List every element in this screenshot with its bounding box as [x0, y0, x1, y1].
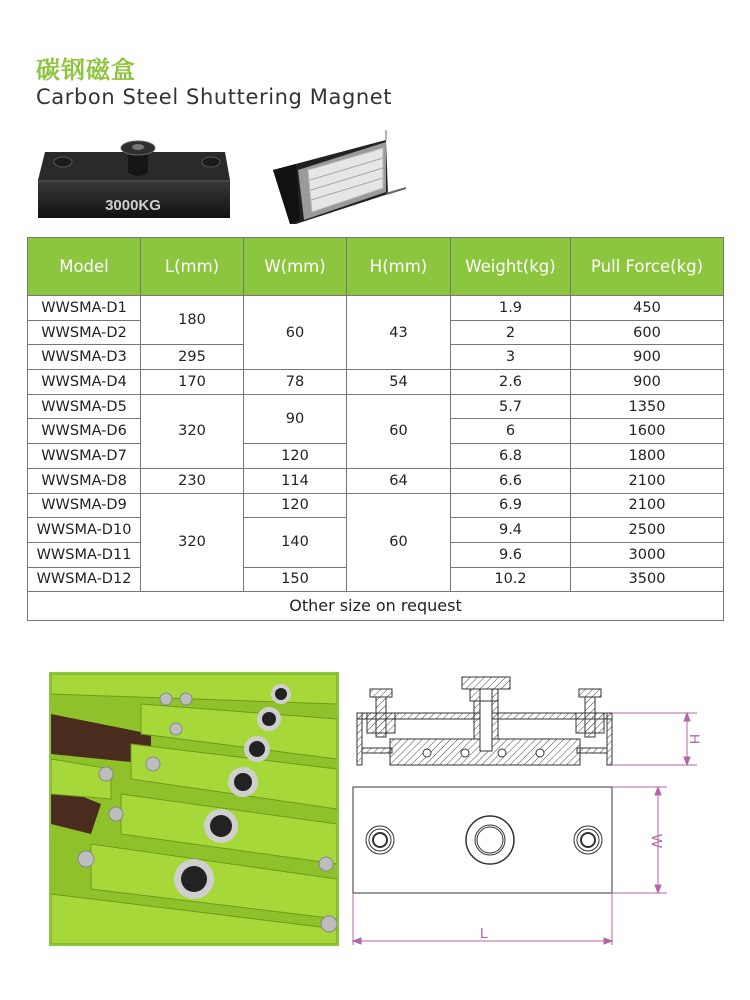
cell-height: 60	[347, 493, 451, 592]
cell-model: WWSMA-D2	[28, 320, 141, 345]
cell-width: 150	[244, 567, 347, 592]
cell-weight: 3	[451, 345, 571, 370]
cell-pull-force: 1800	[571, 444, 724, 469]
cell-weight: 9.4	[451, 518, 571, 543]
cell-width: 120	[244, 444, 347, 469]
table-header-row	[28, 238, 724, 296]
table-row	[28, 493, 724, 518]
cell-weight: 6.9	[451, 493, 571, 518]
cell-model: WWSMA-D8	[28, 468, 141, 493]
application-photo	[49, 672, 339, 946]
cell-model: WWSMA-D7	[28, 444, 141, 469]
cell-width: 60	[244, 296, 347, 370]
cell-pull-force: 450	[571, 296, 724, 321]
table-footer-row	[28, 592, 724, 621]
top-view-drawing	[352, 785, 672, 950]
cell-width: 114	[244, 468, 347, 493]
cell-weight: 6.8	[451, 444, 571, 469]
cell-pull-force: 2500	[571, 518, 724, 543]
column-header-pull-force: Pull Force(kg)	[571, 238, 724, 296]
cell-height: 64	[347, 468, 451, 493]
cell-weight: 9.6	[451, 542, 571, 567]
cell-model: WWSMA-D3	[28, 345, 141, 370]
cell-length: 295	[141, 345, 244, 370]
table-row	[28, 296, 724, 321]
column-header-weight: Weight(kg)	[451, 238, 571, 296]
length-dimension-label: L	[479, 925, 489, 942]
column-header-width: W(mm)	[244, 238, 347, 296]
page-title-cn: 碳钢磁盒	[36, 56, 136, 84]
cell-pull-force: 3000	[571, 542, 724, 567]
cell-width: 78	[244, 370, 347, 395]
cell-model: WWSMA-D5	[28, 394, 141, 419]
cell-weight: 5.7	[451, 394, 571, 419]
cell-model: WWSMA-D1	[28, 296, 141, 321]
cell-weight: 6.6	[451, 468, 571, 493]
width-dimension-label: W	[648, 833, 665, 849]
page-title-en: Carbon Steel Shuttering Magnet	[36, 85, 393, 109]
cell-weight: 1.9	[451, 296, 571, 321]
cell-height: 60	[347, 394, 451, 468]
cell-pull-force: 2100	[571, 493, 724, 518]
column-header-height: H(mm)	[347, 238, 451, 296]
height-dimension-label: H	[687, 733, 703, 745]
cell-width: 120	[244, 493, 347, 518]
cell-model: WWSMA-D10	[28, 518, 141, 543]
cell-weight: 2	[451, 320, 571, 345]
cell-model: WWSMA-D12	[28, 567, 141, 592]
spec-table	[27, 237, 724, 621]
side-view-drawing	[352, 675, 704, 770]
column-header-model: Model	[28, 238, 141, 296]
cell-pull-force: 1600	[571, 419, 724, 444]
magnet-underside-icon	[268, 128, 418, 228]
cell-model: WWSMA-D11	[28, 542, 141, 567]
table-footer-note: Other size on request	[28, 592, 724, 621]
cell-width: 90	[244, 394, 347, 443]
cell-pull-force: 900	[571, 370, 724, 395]
cell-pull-force: 600	[571, 320, 724, 345]
column-header-length: L(mm)	[141, 238, 244, 296]
cell-weight: 10.2	[451, 567, 571, 592]
cell-model: WWSMA-D4	[28, 370, 141, 395]
svg-text:3000KG: 3000KG	[105, 197, 161, 214]
cell-weight: 6	[451, 419, 571, 444]
cell-pull-force: 2100	[571, 468, 724, 493]
cell-length: 170	[141, 370, 244, 395]
table-row	[28, 394, 724, 419]
cell-pull-force: 1350	[571, 394, 724, 419]
cell-length: 320	[141, 493, 244, 592]
cell-height: 43	[347, 296, 451, 370]
cell-length: 320	[141, 394, 244, 468]
cell-pull-force: 3500	[571, 567, 724, 592]
cell-height: 54	[347, 370, 451, 395]
cell-length: 180	[141, 296, 244, 345]
cell-width: 140	[244, 518, 347, 567]
cell-model: WWSMA-D9	[28, 493, 141, 518]
table-row	[28, 370, 724, 395]
table-row	[28, 468, 724, 493]
cell-pull-force: 900	[571, 345, 724, 370]
cell-weight: 2.6	[451, 370, 571, 395]
green-profiles-photo-icon	[51, 674, 337, 944]
cell-length: 230	[141, 468, 244, 493]
shuttering-magnet-icon	[33, 140, 233, 222]
cell-model: WWSMA-D6	[28, 419, 141, 444]
